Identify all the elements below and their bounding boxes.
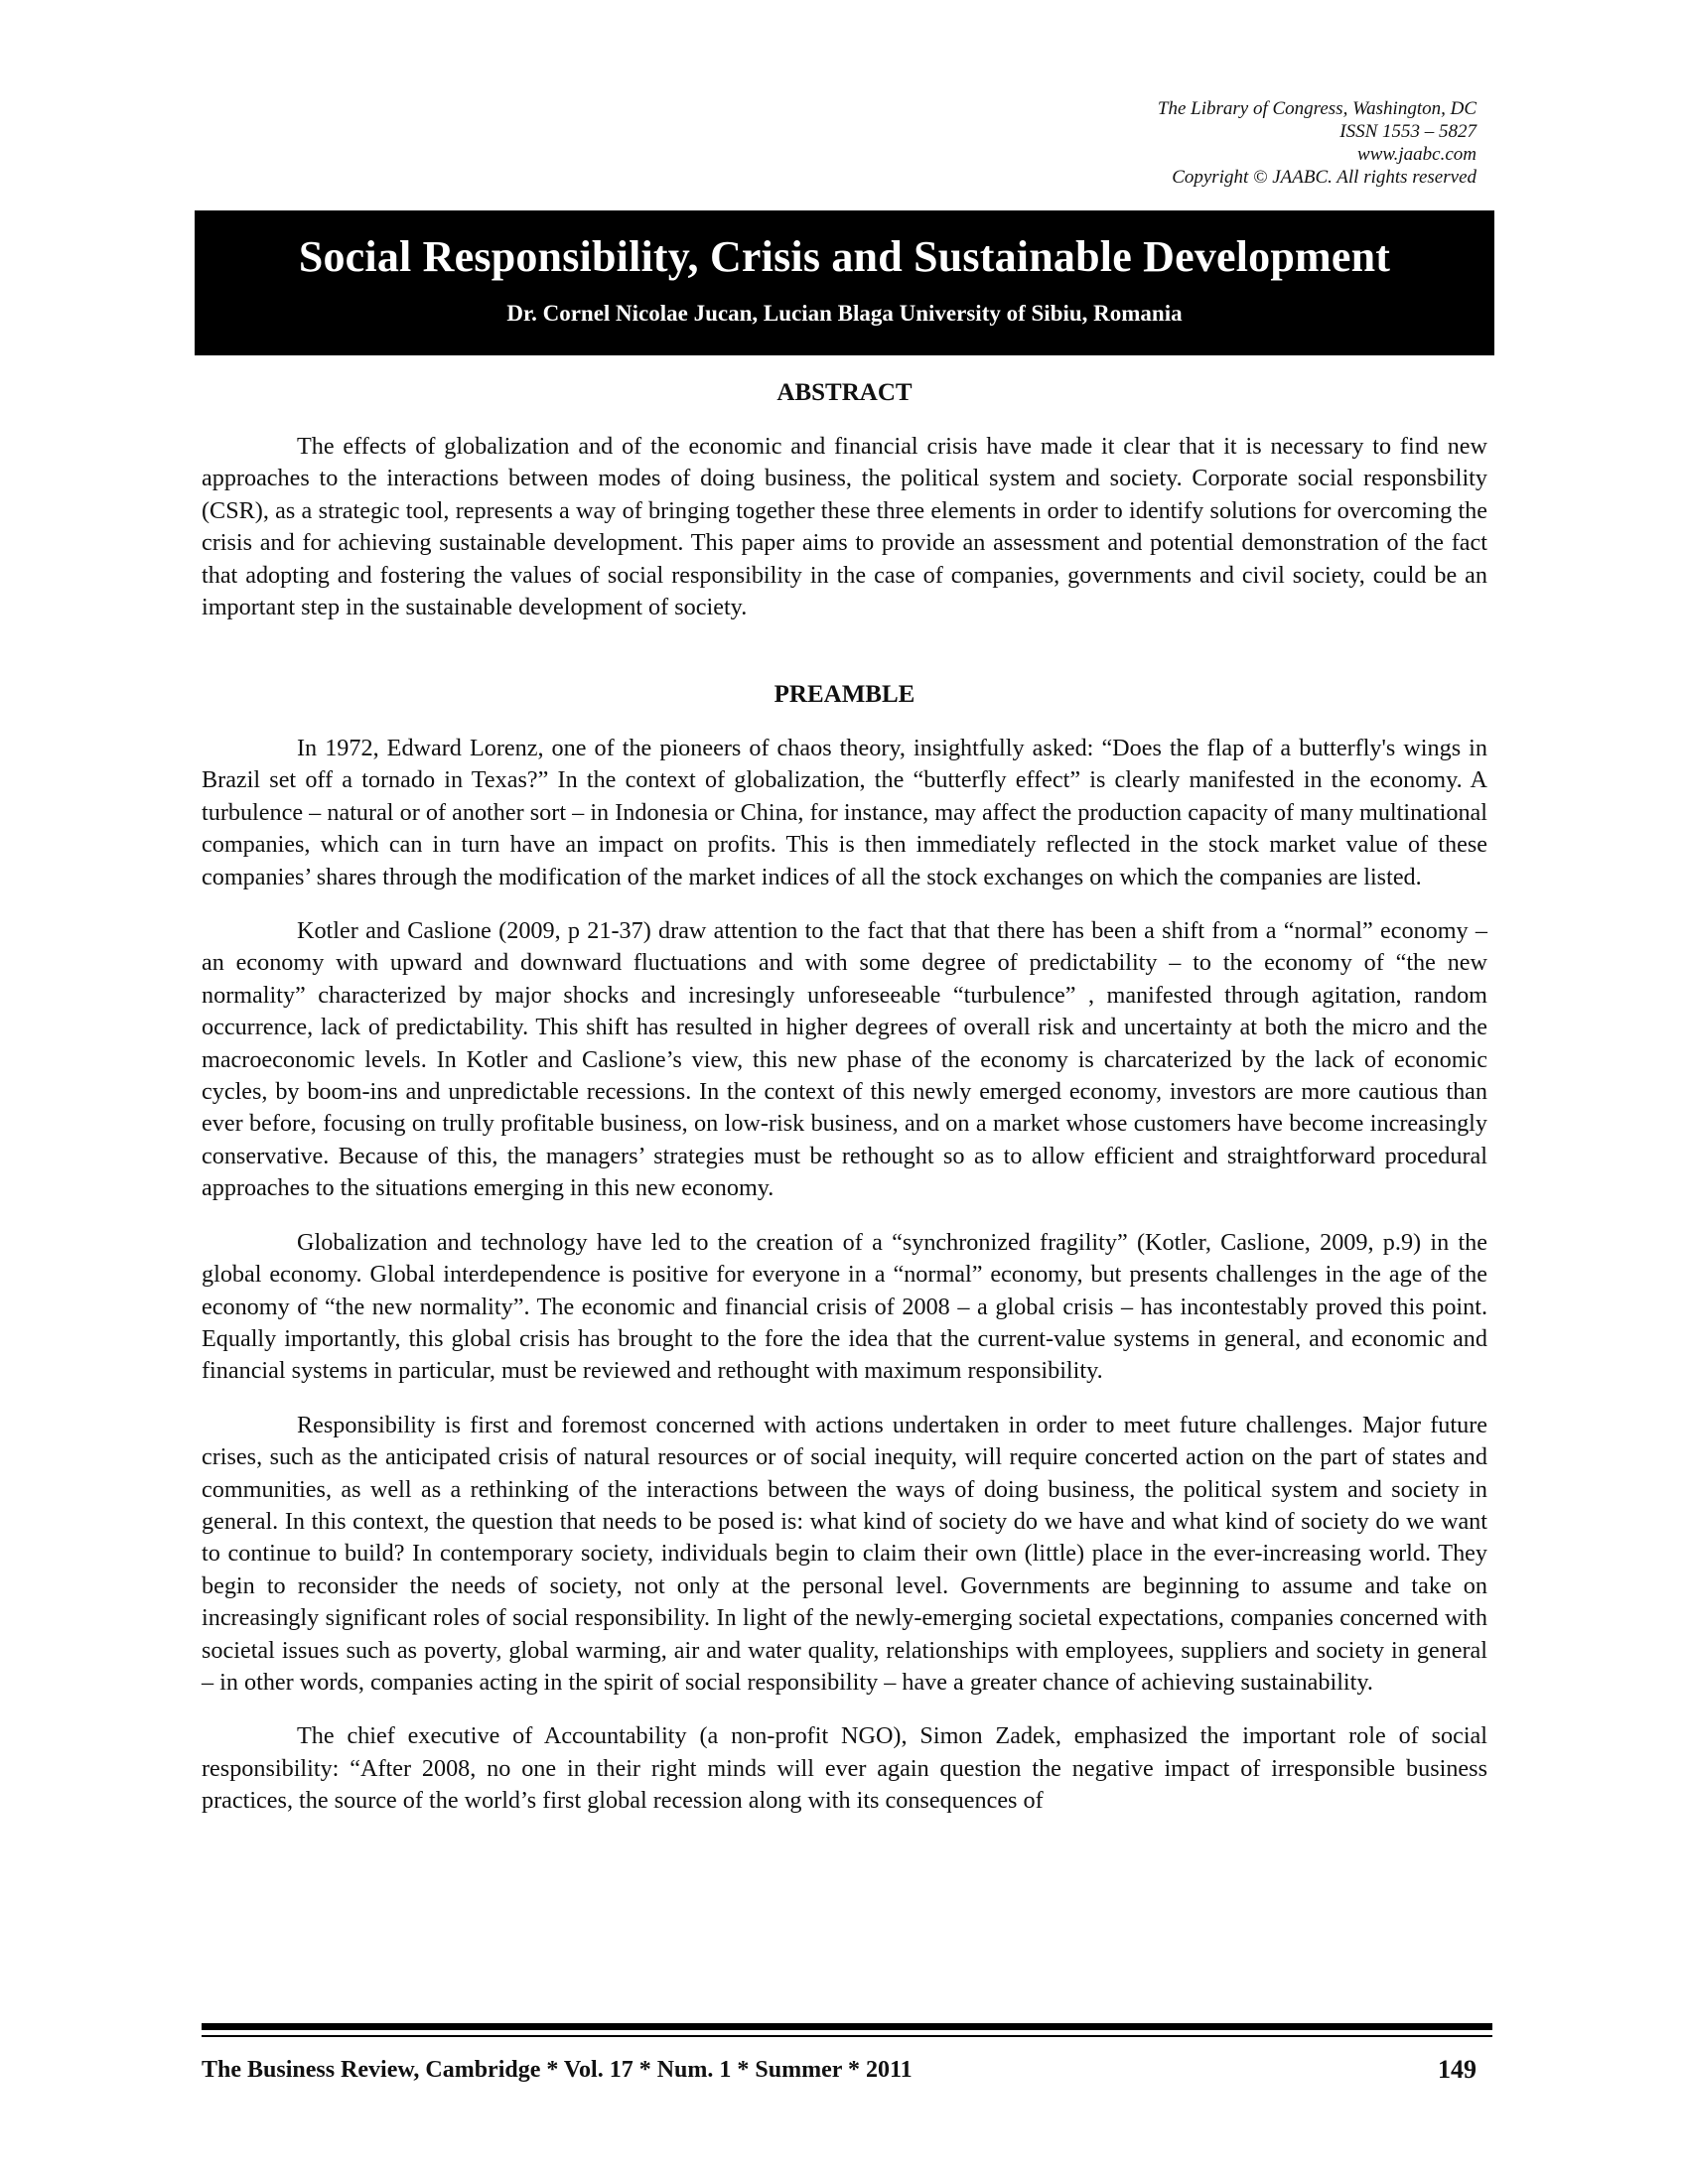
footer-journal-info: The Business Review, Cambridge * Vol. 17 * Num. 1 * Summer * 2011 xyxy=(202,2057,913,2083)
abstract-body xyxy=(202,431,1487,623)
body-paragraph: The chief executive of Accountability (a non-profit NGO), Simon Zadek, emphasized the important role of social responsibility: “After 2008, no one in their right minds will ever again question the negative impact of irresponsible business practices, the source of the world’s first global recession along with its consequences of xyxy=(202,1722,1487,1815)
page-number: 149 xyxy=(1438,2055,1477,2084)
body-paragraph: Kotler and Caslione (2009, p 21-37) draw attention to the fact that that there has been a shift from a “normal” economy – an economy with upward and downward fluctuations and with some degree of predictability – to the economy of “the new normality” characterized by major shocks and incresingly unforeseeable “turbulence” , manifested through agitation, random occurrence, lack of predictability. This shift has resulted in higher degrees of overall risk and uncertainty at both the micro and the macroeconomic levels. In Kotler and Caslione’s view, this new phase of the economy is charcaterized by the lack of economic cycles, by boom-ins and unpredictable recessions. In the context of this newly emerged economy, investors are more cautious than ever before, focusing on trully profitable business, on low-risk business, and on a market whose customers have become increasingly conservative. Because of this, the managers’ strategies must be rethought so as to allow efficient and straightforward procedural approaches to the situations emerging in this new economy. xyxy=(202,917,1487,1202)
header-line-library: The Library of Congress, Washington, DC xyxy=(1157,98,1477,119)
abstract-paragraph: The effects of globalization and of the economic and financial crisis have made it clear that it is necessary to find new approaches to the interactions between modes of doing business, the political system and society. Corporate social responsbility (CSR), as a strategic tool, represents a way of bringing together these three elements in order to identify solutions for overcoming the crisis and for achieving sustainable development. This paper aims to provide an assessment and potential demonstration of the fact that adopting and fostering the values of social responsibility in the case of companies, governments and civil society, could be an important step in the sustainable development of society. xyxy=(202,433,1487,621)
abstract-heading: ABSTRACT xyxy=(776,379,913,406)
footer-divider-thick xyxy=(202,2023,1492,2030)
preamble-body xyxy=(202,733,1487,1818)
paper-title: Social Responsibility, Crisis and Sustainable Development xyxy=(298,232,1391,281)
header-line-copyright: Copyright © JAABC. All rights reserved xyxy=(1172,167,1477,188)
body-paragraph: In 1972, Edward Lorenz, one of the pioneers of chaos theory, insightfully asked: “Does the flap of a butterfly's wings in Brazil set off a tornado in Texas?” In the context of globalization, the “butterfly effect” is clearly manifested in the economy. A turbulence – natural or of another sort – in Indonesia or China, for instance, may affect the production capacity of many multinational companies, which can in turn have an impact on profits. This is then immediately reflected in the stock market value of these companies’ shares through the modification of the market indices of all the stock exchanges on which the companies are listed. xyxy=(202,735,1487,890)
header-line-website: www.jaabc.com xyxy=(1357,144,1477,165)
body-paragraph: Responsibility is first and foremost concerned with actions undertaken in order to meet future challenges. Major future crises, such as the anticipated crisis of natural resources or of social inequity, will require concerted action on the part of states and communities, as well as a rethinking of the interactions between the ways of doing business, the political system and society in general. In this context, the question that needs to be posed is: what kind of society do we have and what kind of society do we want to continue to build? In contemporary society, individuals begin to claim their own (little) place in the ever-increasing world. They begin to reconsider the needs of society, not only at the personal level. Governments are beginning to assume and take on increasingly significant roles of social responsibility. In light of the newly-emerging societal expectations, companies concerned with societal issues such as poverty, global warming, air and water quality, relationships with employees, suppliers and society in general – in other words, companies acting in the spirit of social responsibility – have a greater chance of achieving sustainability. xyxy=(202,1411,1487,1696)
body-paragraph: Globalization and technology have led to the creation of a “synchronized fragility” (Kotler, Caslione, 2009, p.9) in the global economy. Global interdependence is positive for everyone in a “normal” economy, but presents challenges in the age of the economy of “the new normality”. The economic and financial crisis of 2008 – a global crisis – has incontestably proved this point. Equally importantly, this global crisis has brought to the fore the idea that the current-value systems in general, and economic and financial systems in particular, must be reviewed and rethought with maximum responsibility. xyxy=(202,1228,1487,1385)
title-banner xyxy=(195,210,1494,355)
header-line-issn: ISSN 1553 – 5827 xyxy=(1339,121,1477,142)
paper-author: Dr. Cornel Nicolae Jucan, Lucian Blaga University of Sibiu, Romania xyxy=(506,301,1183,326)
preamble-heading: PREAMBLE xyxy=(774,681,915,708)
footer-divider-thin xyxy=(202,2035,1492,2037)
publication-info xyxy=(1158,97,1477,189)
